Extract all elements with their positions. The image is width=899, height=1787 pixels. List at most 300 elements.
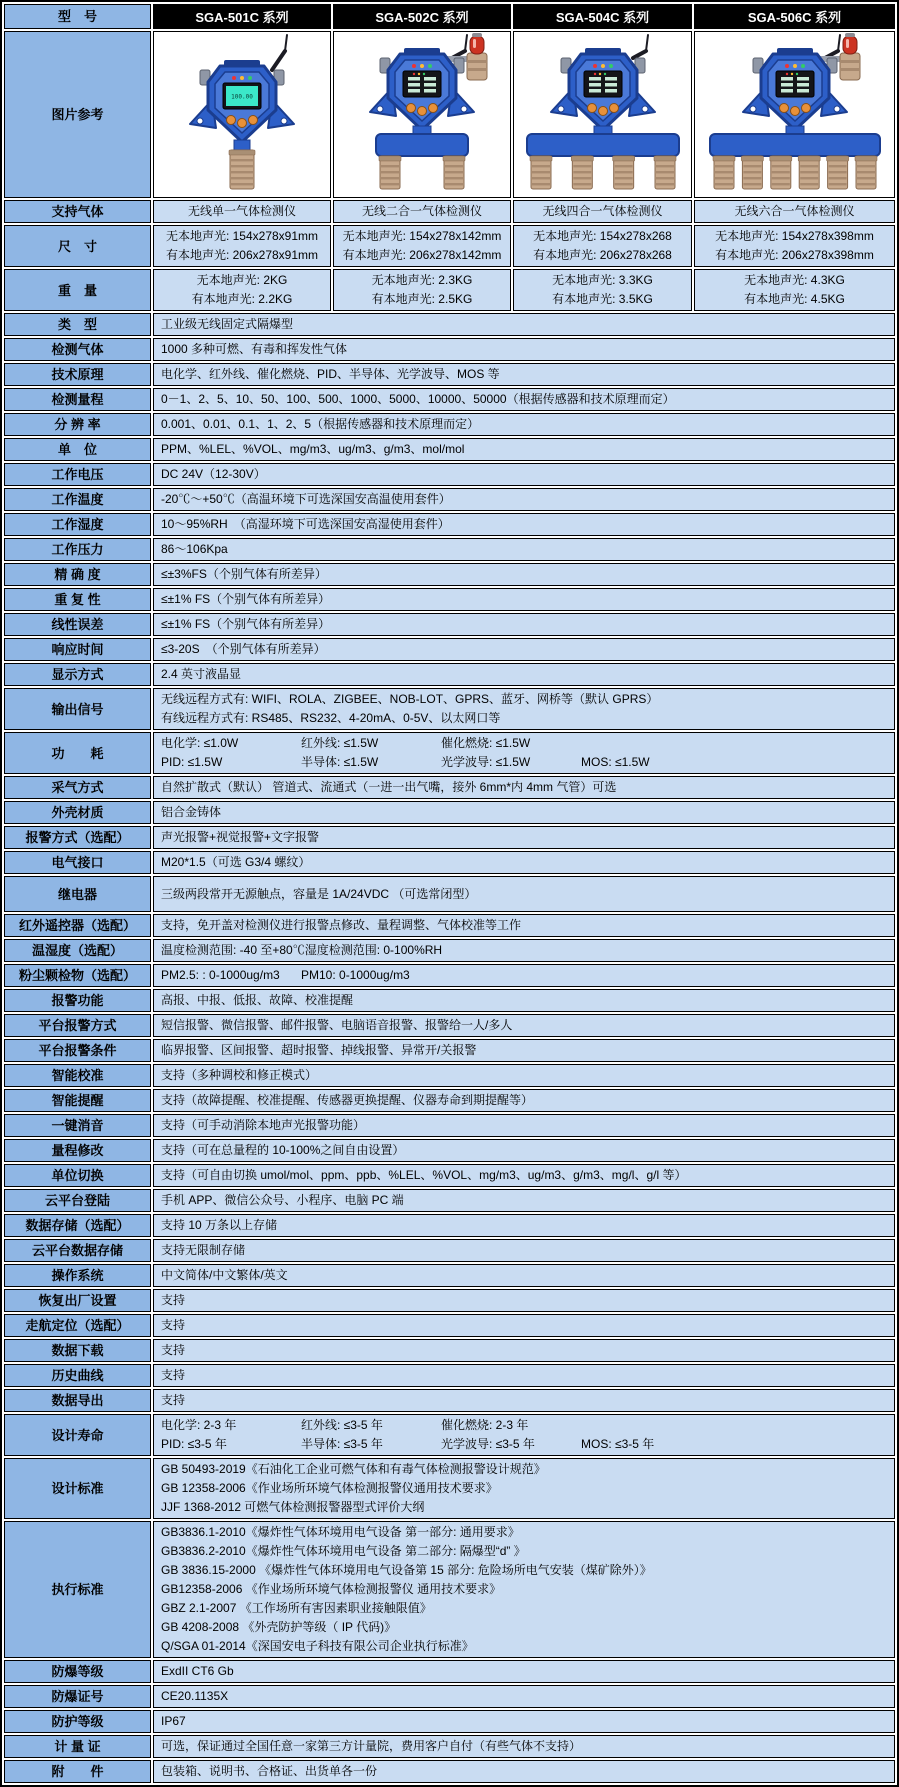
value-line — [161, 665, 887, 684]
row-label: 报警方式（选配） — [4, 826, 151, 849]
spec-value-cell — [153, 638, 895, 661]
value-line: 有本地声光: 206x278x91mm — [165, 248, 319, 262]
row-label: 尺 寸 — [4, 225, 151, 267]
value-line: 有本地声光: 206x278x398mm — [715, 248, 874, 262]
spec-row — [4, 613, 895, 636]
value-segment: 红外线: ≤1.5W — [301, 736, 379, 750]
product-image-cell — [333, 31, 511, 198]
value-segment: -20℃～+50℃（高温环境下可选深国安高温使用套件） — [161, 492, 451, 506]
value-segment: MOS: ≤1.5W — [581, 755, 650, 769]
spec-value-cell — [153, 851, 895, 874]
value-segment: PID: ≤1.5W — [161, 755, 223, 769]
spec-value-cell — [153, 513, 895, 536]
spec-row — [4, 1264, 895, 1287]
value-segment: 铝合金铸体 — [161, 805, 222, 819]
spec-value-cell — [153, 1114, 895, 1137]
spec-value-cell — [153, 488, 895, 511]
row-label: 云平台数据存储 — [4, 1239, 151, 1262]
spec-value-cell — [153, 1760, 895, 1783]
spec-row — [4, 688, 895, 730]
spec-row — [4, 1089, 895, 1112]
row-label: 继电器 — [4, 876, 151, 912]
value-segment: 光学波导: ≤3-5 年 — [441, 1437, 535, 1451]
spec-row — [4, 801, 895, 824]
spec-row — [4, 1458, 895, 1519]
spec-row — [4, 1239, 895, 1262]
spec-value-cell — [153, 1458, 895, 1519]
value-line — [161, 440, 887, 459]
model-header-sga-501c: SGA-501C 系列 — [153, 4, 331, 29]
value-segment: 支持 — [161, 1393, 186, 1407]
model-header-sga-502c: SGA-502C 系列 — [333, 4, 511, 29]
spec-value-cell — [153, 1414, 895, 1456]
row-label: 功 耗 — [4, 732, 151, 774]
value-line — [161, 640, 887, 659]
value-line — [161, 1637, 887, 1656]
value-segment: 电化学、红外线、催化燃烧、PID、半导体、光学波导、MOS 等 — [161, 367, 500, 381]
row-label: 工作电压 — [4, 463, 151, 486]
value-line — [161, 853, 887, 872]
value-line — [161, 1435, 887, 1454]
value-segment: 红外线: ≤3-5 年 — [301, 1418, 383, 1432]
row-label: 粉尘颗检物（选配） — [4, 964, 151, 987]
spec-value-cell — [153, 1364, 895, 1387]
spec-row — [4, 513, 895, 536]
spec-value-cell — [153, 876, 895, 912]
value-segment: GB 3836.15-2000 《爆炸性气体环境用电气设备第 15 部分: 危险场所电气安装（煤矿除外）》 — [161, 1563, 652, 1577]
row-label: 走航定位（选配） — [4, 1314, 151, 1337]
value-line — [161, 778, 887, 797]
value-segment: 无线远程方式有: WIFI、ROLA、ZIGBEE、NOB-LOT、GPRS、蓝牙、网桥等（默认 GPRS） — [161, 692, 659, 706]
row-label: 电气接口 — [4, 851, 151, 874]
model-row — [4, 200, 895, 223]
value-line: 无本地声光: 2.3KG — [371, 273, 473, 287]
spec-row — [4, 1314, 895, 1337]
spec-row — [4, 1339, 895, 1362]
row-label: 智能提醒 — [4, 1089, 151, 1112]
model-value-cell — [694, 200, 895, 223]
value-line — [161, 1266, 887, 1285]
value-line: 有本地声光: 206x278x268 — [533, 248, 672, 262]
value-segment: 支持 — [161, 1343, 186, 1357]
spec-value-cell — [153, 1064, 895, 1087]
value-segment: GB 50493-2019《石油化工企业可燃气体和有毒气体检测报警设计规范》 — [161, 1462, 546, 1476]
spec-value-cell — [153, 732, 895, 774]
spec-row — [4, 413, 895, 436]
value-segment: ≤±1% FS（个别气体有所差异） — [161, 592, 331, 606]
spec-value-cell — [153, 413, 895, 436]
spec-row — [4, 1139, 895, 1162]
value-segment: 临界报警、区间报警、超时报警、掉线报警、异常开/关报警 — [161, 1043, 477, 1057]
value-segment: 支持（可在总量程的 10-100%之间自由设置） — [161, 1143, 405, 1157]
value-line — [161, 1041, 887, 1060]
value-line — [161, 515, 887, 534]
value-segment: 支持 — [161, 1293, 186, 1307]
row-label: 防护等级 — [4, 1710, 151, 1733]
spec-value-cell — [153, 1521, 895, 1658]
row-label: 工作温度 — [4, 488, 151, 511]
value-line — [161, 828, 887, 847]
row-label: 工作压力 — [4, 538, 151, 561]
row-label: 数据导出 — [4, 1389, 151, 1412]
value-segment: 高报、中报、低报、故障、校准提醒 — [161, 993, 354, 1007]
spec-row — [4, 914, 895, 937]
value-line: 有本地声光: 206x278x142mm — [342, 248, 502, 262]
value-segment: 支持（多种调校和修正模式） — [161, 1068, 318, 1082]
spec-row — [4, 876, 895, 912]
value-segment: 0－1、2、5、10、50、100、500、1000、5000、10000、50000（根据传感器和技术原理而定） — [161, 392, 675, 406]
value-segment: GB3836.2-2010《爆炸性气体环境用电气设备 第二部分: 隔爆型“d” 》 — [161, 1544, 526, 1558]
value-segment: GB3836.1-2010《爆炸性气体环境用电气设备 第一部分: 通用要求》 — [161, 1525, 520, 1539]
value-segment: 2.4 英寸液晶显 — [161, 667, 242, 681]
model-header-sga-504c: SGA-504C 系列 — [513, 4, 692, 29]
row-label: 类 型 — [4, 313, 151, 336]
spec-value-cell — [153, 1189, 895, 1212]
value-segment: M20*1.5（可选 G3/4 螺纹） — [161, 855, 311, 869]
value-segment: 支持（可自由切换 umol/mol、ppm、ppb、%LEL、%VOL、mg/m3、ug/m3、g/m3、mg/l、g/l 等） — [161, 1168, 687, 1182]
row-label: 显示方式 — [4, 663, 151, 686]
spec-row — [4, 989, 895, 1012]
image-row — [4, 31, 895, 198]
spec-value-cell — [153, 563, 895, 586]
model-header-sga-506c: SGA-506C 系列 — [694, 4, 895, 29]
value-line — [161, 734, 887, 753]
value-segment: 半导体: ≤1.5W — [301, 755, 379, 769]
spec-row — [4, 1289, 895, 1312]
value-line — [161, 615, 887, 634]
row-label: 响应时间 — [4, 638, 151, 661]
row-label: 恢复出厂设置 — [4, 1289, 151, 1312]
value-line — [161, 1366, 887, 1385]
value-segment: 催化燃烧: 2-3 年 — [441, 1418, 529, 1432]
value-line — [161, 1460, 887, 1479]
spec-row — [4, 1710, 895, 1733]
value-segment: 支持无限制存储 — [161, 1243, 246, 1257]
value-segment: CE20.1135X — [161, 1689, 229, 1703]
value-line — [161, 1166, 887, 1185]
value-line — [161, 1599, 887, 1618]
spec-row — [4, 363, 895, 386]
value-segment: GB 4208-2008 《外壳防护等级（ IP 代码)》 — [161, 1620, 397, 1634]
row-label: 报警功能 — [4, 989, 151, 1012]
value-segment: 催化燃烧: ≤1.5W — [441, 736, 531, 750]
value-segment: 温度检测范围: -40 至+80℃ — [161, 943, 305, 957]
spec-value-cell — [153, 1014, 895, 1037]
spec-value-cell — [153, 939, 895, 962]
row-label: 智能校准 — [4, 1064, 151, 1087]
model-value-cell — [153, 269, 331, 311]
spec-value-cell — [153, 588, 895, 611]
product-image-sga-506c — [707, 32, 883, 192]
value-line: 有本地声光: 3.5KG — [552, 292, 653, 306]
row-label: 平台报警条件 — [4, 1039, 151, 1062]
value-line — [161, 1498, 887, 1517]
value-line — [161, 1216, 887, 1235]
value-segment: 86～106Kpa — [161, 542, 228, 556]
spec-value-cell — [153, 438, 895, 461]
value-segment: GB12358-2006 《作业场所环境气体检测报警仪 通用技术要求》 — [161, 1582, 502, 1596]
spec-row — [4, 1685, 895, 1708]
header-row — [4, 4, 895, 29]
row-label: 检测气体 — [4, 338, 151, 361]
spec-row — [4, 638, 895, 661]
value-line — [161, 941, 887, 960]
value-segment: 1000 多种可燃、有毒和挥发性气体 — [161, 342, 348, 356]
value-segment: 可选，保证通过全国任意一家第三方计量院，费用客户自付（有些气体不支持） — [161, 1739, 582, 1753]
spec-value-cell — [153, 1735, 895, 1758]
value-line: 有本地声光: 2.2KG — [191, 292, 293, 306]
spec-row — [4, 826, 895, 849]
model-row — [4, 225, 895, 267]
value-line — [161, 1618, 887, 1637]
spec-value-cell — [153, 538, 895, 561]
spec-value-cell — [153, 1389, 895, 1412]
value-line — [161, 1712, 887, 1731]
spec-value-cell — [153, 1264, 895, 1287]
value-segment: 支持（可手动消除本地声光报警功能） — [161, 1118, 366, 1132]
value-line — [161, 916, 887, 935]
value-line — [161, 1341, 887, 1360]
value-segment: Q/SGA 01-2014《深国安电子科技有限公司企业执行标准》 — [161, 1639, 474, 1653]
value-line: 无线单一气体检测仪 — [187, 204, 296, 218]
value-segment: GBZ 2.1-2007 《工作场所有害因素职业接触限值》 — [161, 1601, 432, 1615]
row-label: 重 量 — [4, 269, 151, 311]
spec-value-cell — [153, 1039, 895, 1062]
model-row — [4, 269, 895, 311]
spec-row — [4, 1521, 895, 1658]
value-line — [161, 340, 887, 359]
value-line — [161, 1580, 887, 1599]
value-segment: MOS: ≤3-5 年 — [581, 1437, 655, 1451]
value-segment: 工业级无线固定式隔爆型 — [161, 317, 294, 331]
spec-row — [4, 939, 895, 962]
spec-value-cell — [153, 776, 895, 799]
spec-value-cell — [153, 688, 895, 730]
row-label: 线性误差 — [4, 613, 151, 636]
row-label: 外壳材质 — [4, 801, 151, 824]
spec-row — [4, 1364, 895, 1387]
model-value-cell — [694, 225, 895, 267]
value-line — [161, 415, 887, 434]
row-label: 计 量 证 — [4, 1735, 151, 1758]
row-label: 输出信号 — [4, 688, 151, 730]
value-line: 无本地声光: 154x278x142mm — [342, 229, 502, 243]
value-line — [161, 565, 887, 584]
spec-row — [4, 463, 895, 486]
value-segment: 支持（故障提醒、校准提醒、传感器更换提醒、仪器寿命到期提醒等） — [161, 1093, 534, 1107]
value-segment: 电化学: 2-3 年 — [161, 1418, 237, 1432]
model-header-label: 型 号 — [4, 4, 151, 29]
value-line — [161, 690, 887, 709]
value-segment: 支持 — [161, 1368, 186, 1382]
value-line: 无本地声光: 154x278x91mm — [165, 229, 319, 243]
spec-value-cell — [153, 1139, 895, 1162]
row-label: 检测量程 — [4, 388, 151, 411]
value-line — [161, 1762, 887, 1781]
value-line: 无本地声光: 3.3KG — [552, 273, 653, 287]
spec-value-cell — [153, 826, 895, 849]
value-line — [161, 1091, 887, 1110]
model-value-cell — [333, 200, 511, 223]
value-segment: PID: ≤3-5 年 — [161, 1437, 227, 1451]
spec-value-cell — [153, 1660, 895, 1683]
spec-row — [4, 1214, 895, 1237]
row-label: 量程修改 — [4, 1139, 151, 1162]
spec-value-cell — [153, 613, 895, 636]
spec-row — [4, 1189, 895, 1212]
spec-value-cell — [153, 1339, 895, 1362]
value-segment: 支持，免开盖对检测仪进行报警点修改、量程调整、气体校准等工作 — [161, 918, 522, 932]
value-line — [161, 390, 887, 409]
spec-value-cell — [153, 338, 895, 361]
row-label: 防爆证号 — [4, 1685, 151, 1708]
row-label: 单位切换 — [4, 1164, 151, 1187]
value-segment: 10～95%RH （高湿环境下可选深国安高湿使用套件） — [161, 517, 450, 531]
spec-row — [4, 1660, 895, 1683]
value-line — [161, 315, 887, 334]
spec-value-cell — [153, 1089, 895, 1112]
value-segment: 支持 — [161, 1318, 186, 1332]
spec-value-cell — [153, 388, 895, 411]
value-line — [161, 1291, 887, 1310]
value-line — [161, 1687, 887, 1706]
spec-row — [4, 1735, 895, 1758]
value-line — [161, 991, 887, 1010]
spec-row — [4, 1414, 895, 1456]
value-segment: 声光报警+视觉报警+文字报警 — [161, 830, 320, 844]
row-label: 精 确 度 — [4, 563, 151, 586]
spec-value-cell — [153, 1214, 895, 1237]
row-label: 防爆等级 — [4, 1660, 151, 1683]
value-segment: 短信报警、微信报警、邮件报警、电脑语音报警、报警给一人/多人 — [161, 1018, 513, 1032]
value-line — [161, 966, 887, 985]
row-label: 设计标准 — [4, 1458, 151, 1519]
value-line — [161, 490, 887, 509]
spec-value-cell — [153, 663, 895, 686]
spec-row — [4, 338, 895, 361]
value-line — [161, 1316, 887, 1335]
spec-row — [4, 438, 895, 461]
spec-value-cell — [153, 914, 895, 937]
value-segment: PM2.5: : 0-1000ug/m3 — [161, 968, 280, 982]
value-line — [161, 1737, 887, 1756]
row-label: 技术原理 — [4, 363, 151, 386]
spec-row — [4, 588, 895, 611]
spec-row — [4, 563, 895, 586]
spec-row — [4, 663, 895, 686]
value-line — [161, 1416, 887, 1435]
row-label: 历史曲线 — [4, 1364, 151, 1387]
value-segment: 0.001、0.01、0.1、1、2、5（根据传感器和技术原理而定） — [161, 417, 480, 431]
spec-row — [4, 1114, 895, 1137]
value-segment: ≤±1% FS（个别气体有所差异） — [161, 617, 331, 631]
value-line: 无线四合一气体检测仪 — [542, 204, 663, 218]
value-segment: PPM、%LEL、%VOL、mg/m3、ug/m3、g/m3、mol/mol — [161, 442, 465, 456]
model-value-cell — [694, 269, 895, 311]
value-line — [161, 1391, 887, 1410]
spec-row — [4, 776, 895, 799]
value-segment: 自然扩散式（默认） 管道式、流通式（一进一出气嘴，接外 6mm*内 4mm 气管）可选 — [161, 780, 617, 794]
value-segment: 手机 APP、微信公众号、小程序、电脑 PC 端 — [161, 1193, 404, 1207]
value-line — [161, 1561, 887, 1580]
row-label: 附 件 — [4, 1760, 151, 1783]
row-label: 一键消音 — [4, 1114, 151, 1137]
spec-row — [4, 851, 895, 874]
value-segment: PM10: 0-1000ug/m3 — [301, 968, 410, 982]
value-segment: ≤±3%FS（个别气体有所差异） — [161, 567, 327, 581]
value-line: 无本地声光: 154x278x268 — [533, 229, 672, 243]
product-image-sga-502c — [334, 32, 510, 192]
spec-value-cell — [153, 363, 895, 386]
row-label: 温湿度（选配） — [4, 939, 151, 962]
value-segment: JJF 1368-2012 可燃气体检测报警器型式评价大纲 — [161, 1500, 425, 1514]
value-segment: ≤3-20S （个别气体有所差异） — [161, 642, 326, 656]
value-segment: 中文简体/中文繁体/英文 — [161, 1268, 288, 1282]
spec-row — [4, 1064, 895, 1087]
value-line — [161, 1116, 887, 1135]
value-line — [161, 709, 887, 728]
spec-row — [4, 1164, 895, 1187]
model-value-cell — [513, 200, 692, 223]
row-label: 支持气体 — [4, 200, 151, 223]
product-image-cell — [153, 31, 331, 198]
spec-value-cell — [153, 1164, 895, 1187]
value-line — [161, 803, 887, 822]
row-label: 分 辨 率 — [4, 413, 151, 436]
row-label: 采气方式 — [4, 776, 151, 799]
spec-value-cell — [153, 1710, 895, 1733]
value-segment: 湿度检测范围: 0-100%RH — [304, 943, 443, 957]
spec-value-cell — [153, 1289, 895, 1312]
value-line — [161, 590, 887, 609]
value-segment: 半导体: ≤3-5 年 — [301, 1437, 383, 1451]
spec-value-cell — [153, 1685, 895, 1708]
value-line — [161, 1016, 887, 1035]
spec-row — [4, 538, 895, 561]
spec-row — [4, 1389, 895, 1412]
row-label: 重 复 性 — [4, 588, 151, 611]
value-segment: 电化学: ≤1.0W — [161, 736, 239, 750]
spec-row — [4, 732, 895, 774]
spec-value-cell — [153, 801, 895, 824]
spec-table-body — [4, 4, 895, 1783]
row-label: 操作系统 — [4, 1264, 151, 1287]
spec-row — [4, 488, 895, 511]
spec-value-cell — [153, 989, 895, 1012]
spec-row — [4, 964, 895, 987]
value-line — [161, 365, 887, 384]
row-label: 执行标准 — [4, 1521, 151, 1658]
value-line — [161, 1542, 887, 1561]
model-value-cell — [153, 200, 331, 223]
value-line: 无本地声光: 4.3KG — [744, 273, 845, 287]
value-line — [161, 753, 887, 772]
row-label: 数据下载 — [4, 1339, 151, 1362]
value-line: 无线二合一气体检测仪 — [361, 204, 482, 218]
spec-row — [4, 1014, 895, 1037]
spec-value-cell — [153, 1314, 895, 1337]
value-segment: ExdII CT6 Gb — [161, 1664, 234, 1678]
spec-row — [4, 313, 895, 336]
row-label: 单 位 — [4, 438, 151, 461]
value-line — [161, 465, 887, 484]
product-image-cell — [513, 31, 692, 198]
row-label: 平台报警方式 — [4, 1014, 151, 1037]
value-line — [161, 1479, 887, 1498]
value-line — [161, 1066, 887, 1085]
value-segment: GB 12358-2006《作业场所环境气体检测报警仪通用技术要求》 — [161, 1481, 498, 1495]
model-value-cell — [153, 225, 331, 267]
